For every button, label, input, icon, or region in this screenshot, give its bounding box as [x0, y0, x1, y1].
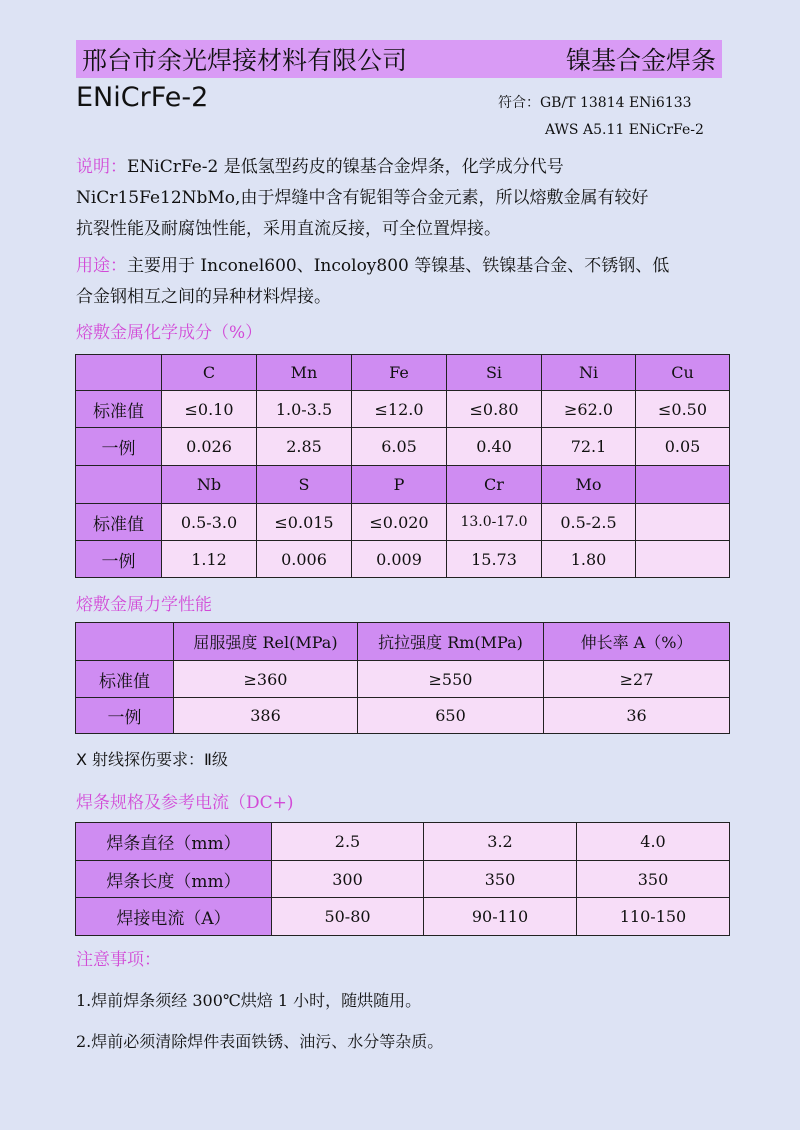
mech-cell: ≥550: [358, 661, 544, 698]
spec-row-label: 焊条长度（mm）: [76, 861, 272, 898]
mech-cell: [76, 623, 174, 661]
chem-section-title: 熔敷金属化学成分（%）: [76, 323, 263, 343]
chem-row-example-1: [76, 428, 730, 466]
company-name: 邢台市余光焊接材料有限公司: [82, 46, 408, 75]
chem-cell: ≤0.020: [352, 504, 447, 541]
note-item-2: 2.焊前必须清除焊件表面铁锈、油污、水分等杂质。: [76, 1032, 444, 1051]
notes-title: 注意事项：: [76, 950, 161, 970]
chem-cell: 1.80: [542, 541, 636, 578]
chem-cell: 0.05: [636, 428, 730, 466]
standard-line-2: AWS A5.11 ENiCrFe-2: [545, 122, 704, 138]
chem-row-label: 一例: [76, 541, 162, 578]
spec-cell: 90-110: [424, 898, 577, 936]
mech-header-row: [76, 623, 730, 661]
spec-row-diameter: [76, 823, 730, 861]
spec-row-label: 焊条直径（mm）: [76, 823, 272, 861]
header-bar: [76, 40, 722, 78]
chem-cell: ≥62.0: [542, 391, 636, 428]
chem-cell: 6.05: [352, 428, 447, 466]
spec-cell: 300: [272, 861, 424, 898]
spec-row-label: 焊接电流（A）: [76, 898, 272, 936]
spec-row-length: [76, 861, 730, 898]
mech-cell: 屈服强度 Rel(MPa): [174, 623, 358, 661]
chem-cell: ≤0.50: [636, 391, 730, 428]
usage: [76, 251, 726, 313]
mech-cell: 抗拉强度 Rm(MPa): [358, 623, 544, 661]
spec-cell: 350: [424, 861, 577, 898]
chem-cell: 0.009: [352, 541, 447, 578]
chem-cell: [636, 504, 730, 541]
chem-cell: 72.1: [542, 428, 636, 466]
chem-cell: C: [162, 355, 257, 391]
spec-cell: 50-80: [272, 898, 424, 936]
chem-row-example-2: [76, 541, 730, 578]
chem-row-standard-1: [76, 391, 730, 428]
chem-cell: Si: [447, 355, 542, 391]
chem-cell: Mo: [542, 466, 636, 504]
chem-cell: [76, 466, 162, 504]
spec-cell: 2.5: [272, 823, 424, 861]
chem-cell: 0.006: [257, 541, 352, 578]
mech-cell: ≥360: [174, 661, 358, 698]
chem-row-standard-2: [76, 504, 730, 541]
description: [76, 152, 726, 245]
chem-cell: ≤0.015: [257, 504, 352, 541]
mech-section-title: 熔敷金属力学性能: [76, 595, 212, 615]
chem-header-row-2: [76, 466, 730, 504]
spec-cell: 3.2: [424, 823, 577, 861]
spec-section-title: 焊条规格及参考电流（DC+): [76, 793, 294, 813]
chem-cell: 0.5-3.0: [162, 504, 257, 541]
spec-table: [75, 822, 730, 936]
description-line-1: ENiCrFe-2 是低氢型药皮的镍基合金焊条，化学成分代号: [127, 157, 564, 177]
note-item-1: 1.焊前焊条须经 300℃烘焙 1 小时，随烘随用。: [76, 991, 422, 1010]
chem-cell: P: [352, 466, 447, 504]
chem-cell: S: [257, 466, 352, 504]
chem-cell: 1.12: [162, 541, 257, 578]
chem-cell: Mn: [257, 355, 352, 391]
chem-row-label: 一例: [76, 428, 162, 466]
description-line-2: NiCr15Fe12NbMo,由于焊缝中含有铌钼等合金元素，所以熔敷金属有较好: [76, 188, 649, 208]
mech-row-label: 一例: [76, 698, 174, 734]
chem-cell: Cu: [636, 355, 730, 391]
xray-requirement: X 射线探伤要求：Ⅱ级: [76, 750, 228, 769]
chem-cell: 0.5-2.5: [542, 504, 636, 541]
chem-cell: 1.0-3.5: [257, 391, 352, 428]
spec-cell: 4.0: [577, 823, 730, 861]
description-label: 说明：: [76, 157, 127, 177]
chem-header-row-1: [76, 355, 730, 391]
mech-row-label: 标准值: [76, 661, 174, 698]
mech-cell: 伸长率 A（%）: [544, 623, 730, 661]
chem-cell: 0.40: [447, 428, 542, 466]
chem-row-label: 标准值: [76, 391, 162, 428]
spec-cell: 350: [577, 861, 730, 898]
chem-cell: [636, 541, 730, 578]
mech-cell: ≥27: [544, 661, 730, 698]
mech-cell: 36: [544, 698, 730, 734]
chem-cell: 15.73: [447, 541, 542, 578]
chem-cell: ≤0.80: [447, 391, 542, 428]
description-line-3: 抗裂性能及耐腐蚀性能，采用直流反接，可全位置焊接。: [76, 219, 501, 239]
chem-table: [75, 354, 730, 578]
usage-line-1: 主要用于 Inconel600、Incoloy800 等镍基、铁镍基合金、不锈钢、低: [127, 256, 670, 276]
mech-cell: 650: [358, 698, 544, 734]
chem-cell: 0.026: [162, 428, 257, 466]
chem-cell: Nb: [162, 466, 257, 504]
mech-cell: 386: [174, 698, 358, 734]
mech-row-example: [76, 698, 730, 734]
usage-label: 用途：: [76, 256, 127, 276]
chem-cell: ≤12.0: [352, 391, 447, 428]
chem-cell: [636, 466, 730, 504]
chem-cell: ≤0.10: [162, 391, 257, 428]
chem-cell: Ni: [542, 355, 636, 391]
spec-row-current: [76, 898, 730, 936]
usage-line-2: 合金钢相互之间的异种材料焊接。: [76, 287, 331, 307]
product-name: 镍基合金焊条: [565, 46, 716, 75]
chem-cell: 13.0-17.0: [447, 504, 542, 541]
chem-cell: Cr: [447, 466, 542, 504]
spec-cell: 110-150: [577, 898, 730, 936]
mech-table: [75, 622, 730, 734]
chem-cell: [76, 355, 162, 391]
chem-row-label: 标准值: [76, 504, 162, 541]
mech-row-standard: [76, 661, 730, 698]
model-title: ENiCrFe-2: [76, 82, 209, 113]
chem-cell: 2.85: [257, 428, 352, 466]
standard-line-1: 符合：GB/T 13814 ENi6133: [498, 95, 692, 111]
chem-cell: Fe: [352, 355, 447, 391]
